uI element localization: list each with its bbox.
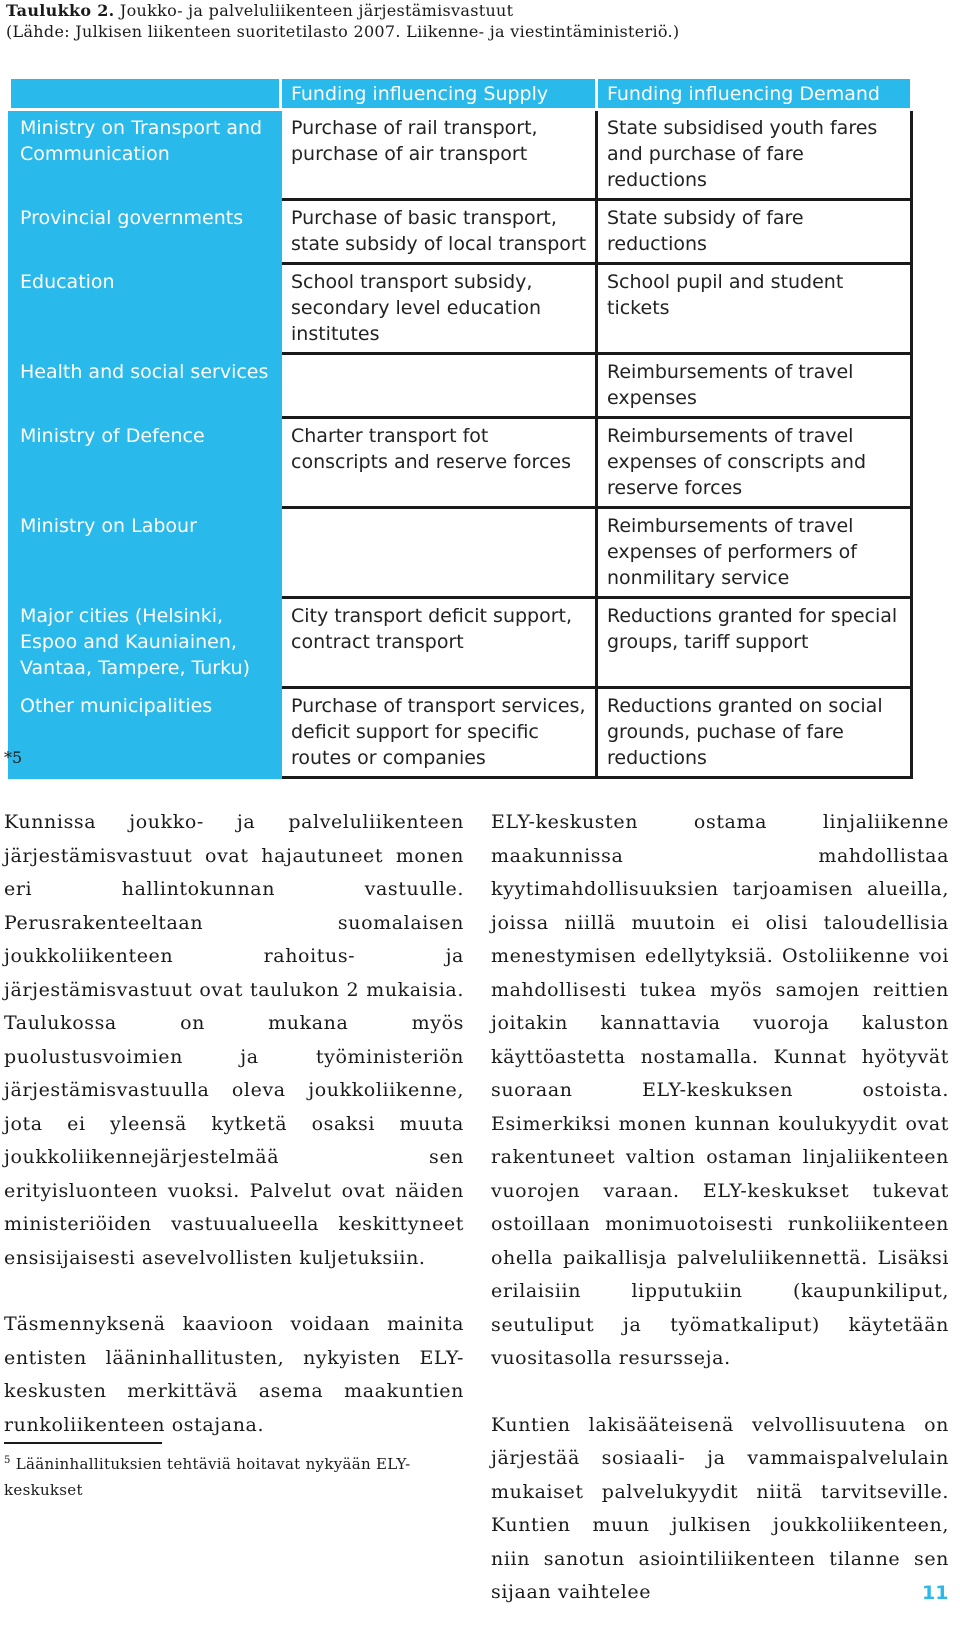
footnote-divider: [4, 1442, 162, 1444]
table-row: [10, 354, 912, 418]
table-row: [10, 264, 912, 354]
body-paragraph: Täsmennyksenä kaavioon voidaan mainita entisten lääninhallitusten, nykyisten ELY-keskusten merkittävä asema maakuntien runkoliikenteen ostajana.: [4, 1313, 464, 1436]
caption-source: (Lähde: Julkisen liikenteen suoritetilasto 2007. Liikenne- ja viestintäministeriö.): [6, 22, 680, 41]
table-row: [10, 688, 912, 778]
row-demand: Reductions granted for special groups, tariff support: [597, 598, 912, 688]
row-organisation: Major cities (Helsinki, Espoo and Kauniainen, Vantaa, Tampere, Turku): [10, 598, 281, 688]
row-organisation: Provincial governments: [10, 200, 281, 264]
table-caption: [6, 0, 679, 42]
row-organisation: Health and social services: [10, 354, 281, 418]
caption-title: Joukko- ja palveluliikenteen järjestämisvastuut: [119, 1, 514, 20]
body-paragraph: ELY-keskusten ostama linjaliikenne maakunnissa mahdollistaa kyytimahdollisuuksien tarjoamisen alueilla, joissa niillä muutoin ei olisi taloudellisia menestymisen edellytyksiä. Ostoliikenne voi mahdollisesti tukea myös samojen reittien joitakin kannattavia vuoroja kaluston käyttöastetta nostamalla. Kunnat hyötyvät suoraan ELY-keskuksen ostoista. Esimerkiksi monen kunnan koulukyydit ovat rakentuneet valtion ostaman linjaliikenteen vuorojen varaan. ELY-keskukset tukevat ostoillaan monimuotoisesti runkoliikenteen ohella paikallisja palveluliikennettä. Lisäksi erilaisiin lipputukiin (kaupunkiliput, seutuliput ja työmatkaliput) käytetään vuositasolla resursseja.: [491, 811, 949, 1369]
header-corner: [10, 78, 281, 110]
footnote: [4, 1448, 424, 1503]
row-organisation: Education: [10, 264, 281, 354]
row-organisation: Ministry on Transport and Communication: [10, 110, 281, 200]
footnote-text: Lääninhallituksien tehtäviä hoitavat nykyään ELY-keskukset: [4, 1455, 411, 1499]
row-demand: Reimbursements of travel expenses: [597, 354, 912, 418]
row-supply: Purchase of basic transport, state subsidy of local transport: [281, 200, 597, 264]
table-row: [10, 598, 912, 688]
footnote-number: 5: [4, 1455, 11, 1466]
row-supply: Purchase of rail transport, purchase of air transport: [281, 110, 597, 200]
row-supply: Charter transport fot conscripts and reserve forces: [281, 418, 597, 508]
row-supply: [281, 354, 597, 418]
table-row: [10, 418, 912, 508]
row-demand: State subsidy of fare reductions: [597, 200, 912, 264]
row-organisation: Other municipalities: [10, 688, 281, 778]
row-supply: Purchase of transport services, deficit support for specific routes or companies: [281, 688, 597, 778]
footnote-marker: *5: [4, 748, 23, 767]
page-number: 11: [922, 1582, 949, 1604]
row-supply: School transport subsidy, secondary level education institutes: [281, 264, 597, 354]
table-header-row: [10, 78, 912, 110]
row-supply: [281, 508, 597, 598]
header-demand: Funding influencing Demand: [597, 78, 912, 110]
row-demand: State subsidised youth fares and purchase of fare reductions: [597, 110, 912, 200]
row-demand: Reimbursements of travel expenses of conscripts and reserve forces: [597, 418, 912, 508]
body-paragraph: Kunnissa joukko- ja palveluliikenteen järjestämisvastuut ovat hajautuneet monen eri hallintokunnan vastuulle. Perusrakenteeltaan suomalaisen joukkoliikenteen rahoitus- ja järjestämisvastuut ovat taulukon 2 mukaisia. Taulukossa on mukana myös puolustusvoimien ja työministeriön järjestämisvastuulla oleva joukkoliikenne, jota ei yleensä kytketä osaksi muuta joukkoliikennejärjestelmää sen erityisluonteen vuoksi. Palvelut ovat näiden ministeriöiden vastuualueella keskittyneet ensisijaisesti asevelvollisten kuljetuksiin.: [4, 811, 464, 1269]
row-demand: Reductions granted on social grounds, puchase of fare reductions: [597, 688, 912, 778]
body-paragraph: Kuntien lakisääteisenä velvollisuutena on järjestää sosiaali- ja vammaispalvelulain mukaiset palvelukyydit niitä tarvitseville. Kuntien muun julkisen joukkoliikenteen, niin sanotun asiointiliikenteen tilanne sen sijaan vaihtelee: [491, 1413, 949, 1603]
table-row: [10, 110, 912, 200]
caption-label: Taulukko 2.: [6, 1, 115, 20]
body-column-right: [491, 806, 949, 1643]
row-demand: Reimbursements of travel expenses of performers of nonmilitary service: [597, 508, 912, 598]
row-organisation: Ministry of Defence: [10, 418, 281, 508]
table-row: [10, 200, 912, 264]
row-organisation: Ministry on Labour: [10, 508, 281, 598]
responsibility-table: [8, 76, 913, 779]
header-supply: Funding influencing Supply: [281, 78, 597, 110]
row-demand: School pupil and student tickets: [597, 264, 912, 354]
table-row: [10, 508, 912, 598]
row-supply: City transport deficit support, contract transport: [281, 598, 597, 688]
body-column-left: [4, 806, 464, 1475]
